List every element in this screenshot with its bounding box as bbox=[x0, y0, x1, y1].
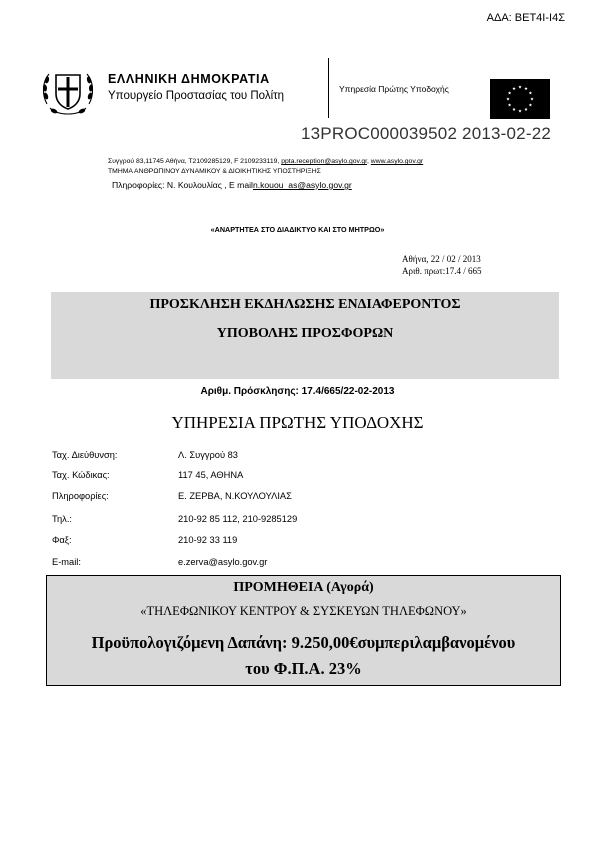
invitation-title-line-1: ΠΡΟΣΚΛΗΣΗ ΕΚΔΗΛΩΣΗΣ ΕΝΔΙΑΦΕΡΟΝΤΟΣ bbox=[149, 297, 461, 312]
procurement-subject: «ΤΗΛΕΦΩΝΙΚΟΥ ΚΕΝΤΡΟΥ & ΣΥΣΚΕΥΩΝ ΤΗΛΕΦΩΝΟΥ» bbox=[140, 604, 467, 618]
info-value: 117 45, ΑΘΗΝΑ bbox=[178, 470, 244, 480]
info-value: Λ. Συγγρού 83 bbox=[178, 450, 238, 460]
website-link[interactable]: www.asylo.gov.gr bbox=[370, 158, 424, 165]
address-separator: , bbox=[367, 158, 369, 165]
contact-label: Πληροφορίες: Ν. Κουλουλίας , E mail bbox=[112, 180, 253, 190]
ministry-name: Υπουργείο Προστασίας του Πολίτη bbox=[108, 90, 285, 102]
address-contact: Συγγρού 83,11745 Αθήνα, Τ2109285129, F 2109233119, bbox=[108, 158, 280, 165]
reception-email-link[interactable]: ppta.reception@asylo.gov.gr bbox=[281, 158, 367, 165]
info-value: 210-92 85 112, 210-9285129 bbox=[178, 514, 298, 524]
info-label: Φαξ: bbox=[52, 535, 72, 545]
info-label: Πληροφορίες: bbox=[52, 491, 109, 501]
protocol-number: Αριθ. πρωτ:17.4 / 665 bbox=[402, 266, 482, 276]
ada-code: ΑΔΑ: ΒΕΤ4Ι-Ι4Σ bbox=[486, 12, 565, 24]
email-link[interactable]: e.zerva@asylo.gov.gr bbox=[178, 557, 268, 567]
service-title: ΥΠΗΡΕΣΙΑ ΠΡΩΤΗΣ ΥΠΟΔΟΧΗΣ bbox=[171, 413, 424, 432]
service-name: Υπηρεσία Πρώτης Υποδοχής bbox=[339, 84, 449, 94]
contact-info-line bbox=[112, 180, 352, 190]
info-label: Τηλ.: bbox=[52, 514, 72, 524]
greek-coat-of-arms-icon bbox=[38, 62, 98, 122]
info-label: Ταχ. Διεύθυνση: bbox=[52, 450, 118, 460]
budget-line-1: Προϋπολογιζόμενη Δαπάνη: 9.250,00€συμπεριλαμβανομένου bbox=[91, 633, 516, 652]
info-value: Ε. ΖΕΡΒΑ, Ν.ΚΟΥΛΟΥΛΙΑΣ bbox=[178, 491, 292, 501]
header-divider bbox=[328, 58, 329, 118]
info-label: Ταχ. Κώδικας: bbox=[52, 470, 110, 480]
contact-email-link[interactable]: n.kouou_as@asylo.gov.gr bbox=[252, 180, 352, 190]
place-date: Αθήνα, 22 / 02 / 2013 bbox=[402, 254, 481, 264]
republic-title: ΕΛΛΗΝΙΚΗ ΔΗΜΟΚΡΑΤΙΑ bbox=[108, 72, 270, 86]
budget-line-2: του Φ.Π.Α. 23% bbox=[245, 659, 362, 678]
procurement-title: ΠΡΟΜΗΘΕΙΑ (Αγορά) bbox=[233, 580, 374, 595]
info-label: E-mail: bbox=[52, 557, 81, 567]
invitation-number: Αριθμ. Πρόσκλησης: 17.4/665/22-02-2013 bbox=[200, 386, 395, 397]
procurement-code: 13PROC000039502 2013-02-22 bbox=[301, 124, 551, 143]
posting-note: «ΑΝΑΡΤΗΤΕΑ ΣΤΟ ΔΙΑΔΙΚΤΥΟ ΚΑΙ ΣΤΟ ΜΗΤΡΩΟ» bbox=[210, 225, 385, 234]
invitation-title-line-2: ΥΠΟΒΟΛΗΣ ΠΡΟΣΦΟΡΩΝ bbox=[216, 326, 394, 341]
info-value: 210-92 33 119 bbox=[178, 535, 238, 545]
department-line: ΤΜΗΜΑ ΑΝΘΡΩΠΙΝΟΥ ΔΥΝΑΜΙΚΟΥ & ΔΙΟΙΚΗΤΙΚΗΣ ΥΠΟΣΤΗΡΙΞΗΣ bbox=[108, 168, 321, 175]
eu-flag-icon bbox=[490, 79, 550, 119]
address-line-1 bbox=[108, 158, 423, 165]
